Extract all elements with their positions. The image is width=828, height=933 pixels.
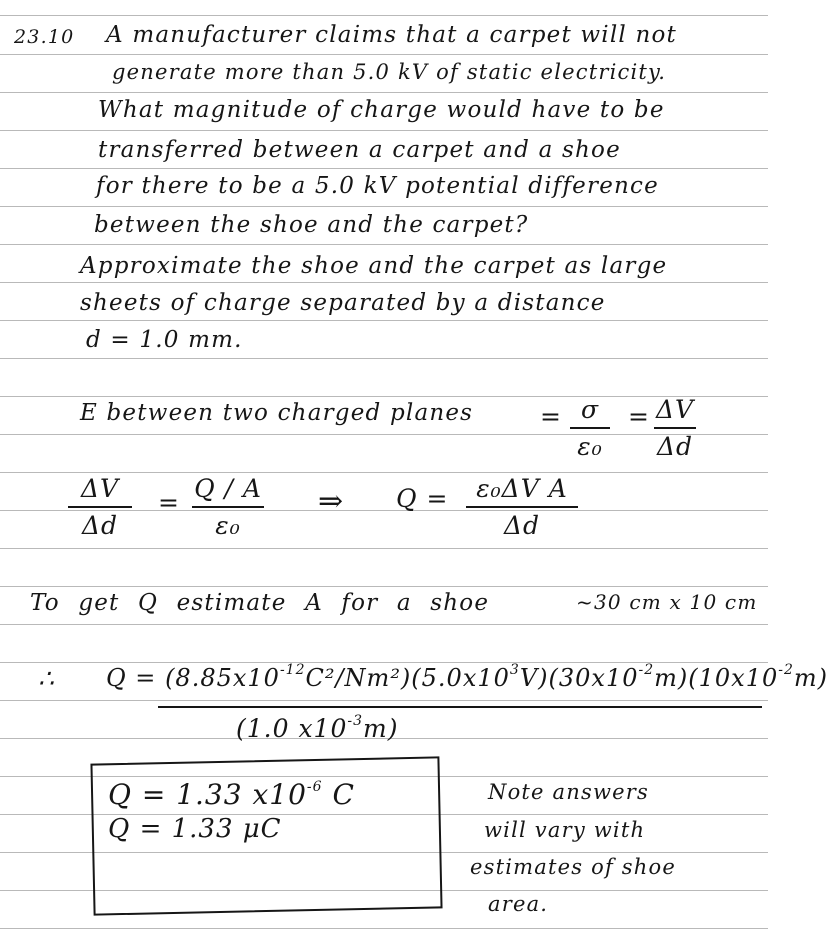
delta-d: Δd [656, 432, 694, 461]
calculation-numerator [106, 664, 828, 692]
fraction-bar [192, 506, 264, 508]
ruled-line [0, 206, 768, 207]
ruled-line [0, 54, 768, 55]
q-over-a-over-eps0 [192, 474, 264, 540]
ruled-line [0, 320, 768, 321]
ruled-line [0, 700, 768, 701]
denominator-value: (1.0 x10 [236, 714, 348, 743]
equals-sign: = [540, 402, 562, 431]
eps0: ε₀ [577, 432, 603, 461]
estimate-text: To get Q estimate A for a shoe [30, 590, 490, 616]
calculation-fraction-bar [158, 706, 762, 708]
ruled-line [0, 472, 768, 473]
ruled-line [0, 244, 768, 245]
ruled-line [0, 396, 768, 397]
dV-over-dd [654, 395, 696, 461]
unit: C²/Nm²) [305, 664, 412, 692]
delta-d: Δd [81, 511, 119, 540]
unit: V) [519, 664, 549, 692]
delta-v: ΔV [655, 395, 695, 424]
field-label: E between two charged planes [80, 400, 474, 426]
q-equals: Q = [106, 664, 157, 692]
exponent: 3 [509, 662, 520, 678]
ruled-line [0, 928, 768, 929]
note-line-4: area. [488, 892, 549, 916]
factor-eps0: (8.85x10 [165, 664, 280, 692]
problem-line-4: transferred between a carpet and a shoe [98, 137, 621, 163]
exponent: -12 [279, 662, 306, 678]
delta-v: ΔV [80, 474, 120, 503]
ruled-line [0, 168, 768, 169]
problem-line-2: generate more than 5.0 kV of static electricity. [112, 60, 667, 84]
ruled-line [0, 624, 768, 625]
problem-line-1: A manufacturer claims that a carpet will not [106, 22, 677, 48]
eps0: ε₀ [215, 511, 241, 540]
problem-line-7: Approximate the shoe and the carpet as large [80, 253, 668, 279]
unit: m) [363, 714, 399, 743]
ruled-line [0, 130, 768, 131]
ruled-line [0, 548, 768, 549]
ruled-line [0, 434, 768, 435]
exponent: -3 [347, 712, 364, 729]
factor-width: (10x10 [688, 664, 779, 692]
delta-d: Δd [503, 511, 541, 540]
fraction-bar [68, 506, 132, 508]
problem-line-3: What magnitude of charge would have to be [98, 97, 665, 123]
ruled-line [0, 92, 768, 93]
equals-sign: = [158, 488, 180, 517]
problem-line-6: between the shoe and the carpet? [94, 212, 529, 238]
problem-line-5: for there to be a 5.0 kV potential difference [96, 173, 659, 199]
exponent: -2 [778, 662, 794, 678]
exponent: -2 [638, 662, 655, 678]
therefore-symbol: ∴ [38, 664, 55, 693]
q-formula [466, 474, 578, 540]
fraction-bar [466, 506, 578, 508]
problem-number: 23.10 [14, 26, 75, 48]
equals-sign: = [628, 402, 650, 431]
ruled-line [0, 282, 768, 283]
implies-arrow: ⇒ [318, 484, 345, 519]
sigma-over-eps0 [570, 395, 610, 461]
eps0-dv-a: ε₀ΔV A [476, 474, 568, 503]
fraction-bar [570, 427, 610, 429]
exponent: -6 [306, 778, 323, 795]
answer-line-1 [108, 778, 355, 811]
unit: m) [654, 664, 689, 692]
ruled-line [0, 586, 768, 587]
problem-line-9: d = 1.0 mm. [86, 327, 243, 353]
shoe-size: ~30 cm x 10 cm [576, 590, 758, 614]
answer-value: Q = 1.33 x10 [108, 778, 307, 811]
dV-over-dd-lhs [68, 474, 132, 540]
sigma: σ [580, 395, 600, 424]
note-line-2: will vary with [484, 818, 646, 842]
q-equals: Q = [396, 484, 449, 513]
q-over-a: Q / A [194, 474, 262, 503]
ruled-line [0, 15, 768, 16]
note-line-1: Note answers [488, 780, 650, 804]
unit: C [332, 778, 355, 811]
ruled-line [0, 358, 768, 359]
calculation-denominator [236, 714, 398, 743]
factor-voltage: (5.0x10 [411, 664, 510, 692]
answer-line-2: Q = 1.33 μC [108, 814, 282, 844]
note-line-3: estimates of shoe [470, 855, 676, 879]
problem-line-8: sheets of charge separated by a distance [80, 290, 606, 316]
fraction-bar [654, 427, 696, 429]
factor-length: (30x10 [548, 664, 639, 692]
unit: m) [793, 664, 828, 692]
